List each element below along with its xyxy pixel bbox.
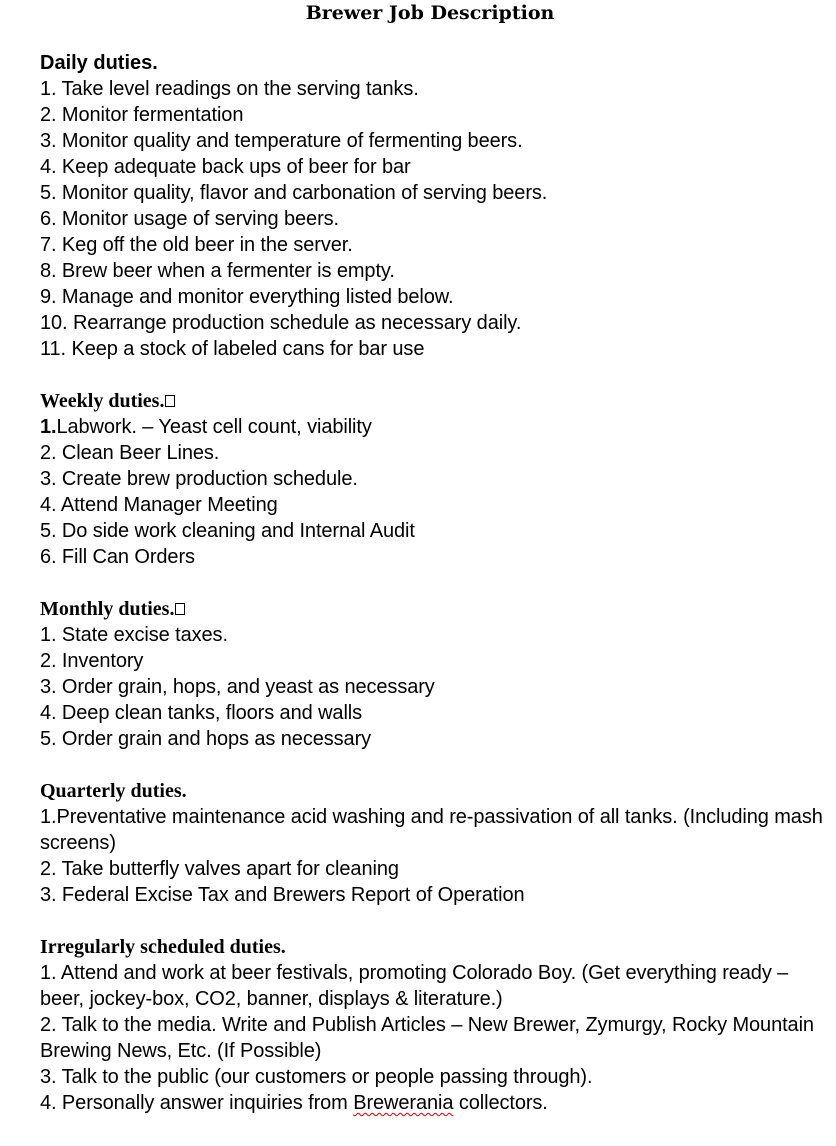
list-item: 3. Talk to the public (our customers or people passing through). — [40, 1066, 593, 1088]
list-item: 1. Take level readings on the serving tanks. — [40, 78, 419, 100]
item-text: 4. Personally answer inquiries from — [40, 1092, 354, 1114]
heading-text: Quarterly duties. — [40, 780, 187, 802]
misspelled-word[interactable]: Brewerania — [353, 1092, 454, 1114]
list-item: 4. Keep adequate back ups of beer for bar — [40, 156, 411, 178]
section-weekly — [40, 388, 830, 570]
list-item: 3. Create brew production schedule. — [40, 468, 358, 490]
list-weekly — [40, 414, 830, 570]
section-heading-irregular — [40, 934, 830, 960]
list-quarterly — [40, 804, 830, 908]
list-item: 1. Attend and work at beer festivals, promoting Colorado Boy. (Get everything ready – beer, jockey-box, CO2, banner, displays & literature.) — [40, 962, 789, 1010]
list-item: 4. Deep clean tanks, floors and walls — [40, 702, 363, 724]
list-item — [40, 1090, 830, 1116]
list-item: 2. Clean Beer Lines. — [40, 442, 220, 464]
formatting-mark-icon — [165, 395, 175, 407]
section-heading-daily — [40, 50, 830, 76]
list-item: 6. Monitor usage of serving beers. — [40, 208, 339, 230]
item-number: 1. — [40, 416, 57, 438]
list-item: 5. Order grain and hops as necessary — [40, 728, 372, 750]
list-irregular — [40, 960, 830, 1116]
heading-text: Daily duties. — [40, 52, 158, 74]
section-monthly — [40, 596, 830, 752]
heading-text: Weekly duties. — [40, 390, 165, 412]
list-item: 3. Order grain, hops, and yeast as necessary — [40, 676, 435, 698]
list-item: 6. Fill Can Orders — [40, 546, 195, 568]
list-item: 10. Rearrange production schedule as necessary daily. — [40, 312, 522, 334]
document-title: Brewer Job Description — [305, 2, 555, 24]
list-item: 1. State excise taxes. — [40, 624, 228, 646]
section-quarterly — [40, 778, 830, 908]
document-page — [40, 0, 830, 1116]
list-item: 2. Talk to the media. Write and Publish Articles – New Brewer, Zymurgy, Rocky Mountain Brewing News, Etc. (If Possible) — [40, 1014, 814, 1062]
section-heading-monthly — [40, 596, 830, 622]
list-item: 3. Federal Excise Tax and Brewers Report of Operation — [40, 884, 525, 906]
list-item: 1.Preventative maintenance acid washing and re-passivation of all tanks. (Including mash screens) — [40, 806, 823, 854]
list-item: 7. Keg off the old beer in the server. — [40, 234, 353, 256]
item-text: collectors. — [453, 1092, 548, 1114]
list-item: 5. Do side work cleaning and Internal Audit — [40, 520, 415, 542]
list-item: 2. Inventory — [40, 650, 144, 672]
section-heading-quarterly — [40, 778, 830, 804]
list-item: 5. Monitor quality, flavor and carbonation of serving beers. — [40, 182, 548, 204]
list-daily — [40, 76, 830, 362]
list-item — [40, 414, 830, 440]
list-item: 11. Keep a stock of labeled cans for bar use — [40, 338, 425, 360]
heading-text: Monthly duties. — [40, 598, 175, 620]
heading-text: Irregularly scheduled duties. — [40, 936, 286, 958]
list-monthly — [40, 622, 830, 752]
section-heading-weekly — [40, 388, 830, 414]
list-item: 4. Attend Manager Meeting — [40, 494, 278, 516]
formatting-mark-icon — [175, 603, 185, 615]
section-daily — [40, 50, 830, 362]
list-item: 2. Take butterfly valves apart for cleaning — [40, 858, 399, 880]
list-item: 8. Brew beer when a fermenter is empty. — [40, 260, 395, 282]
section-irregular — [40, 934, 830, 1116]
list-item: 2. Monitor fermentation — [40, 104, 244, 126]
item-text: Labwork. – Yeast cell count, viability — [56, 416, 372, 438]
list-item: 3. Monitor quality and temperature of fermenting beers. — [40, 130, 523, 152]
list-item: 9. Manage and monitor everything listed below. — [40, 286, 454, 308]
